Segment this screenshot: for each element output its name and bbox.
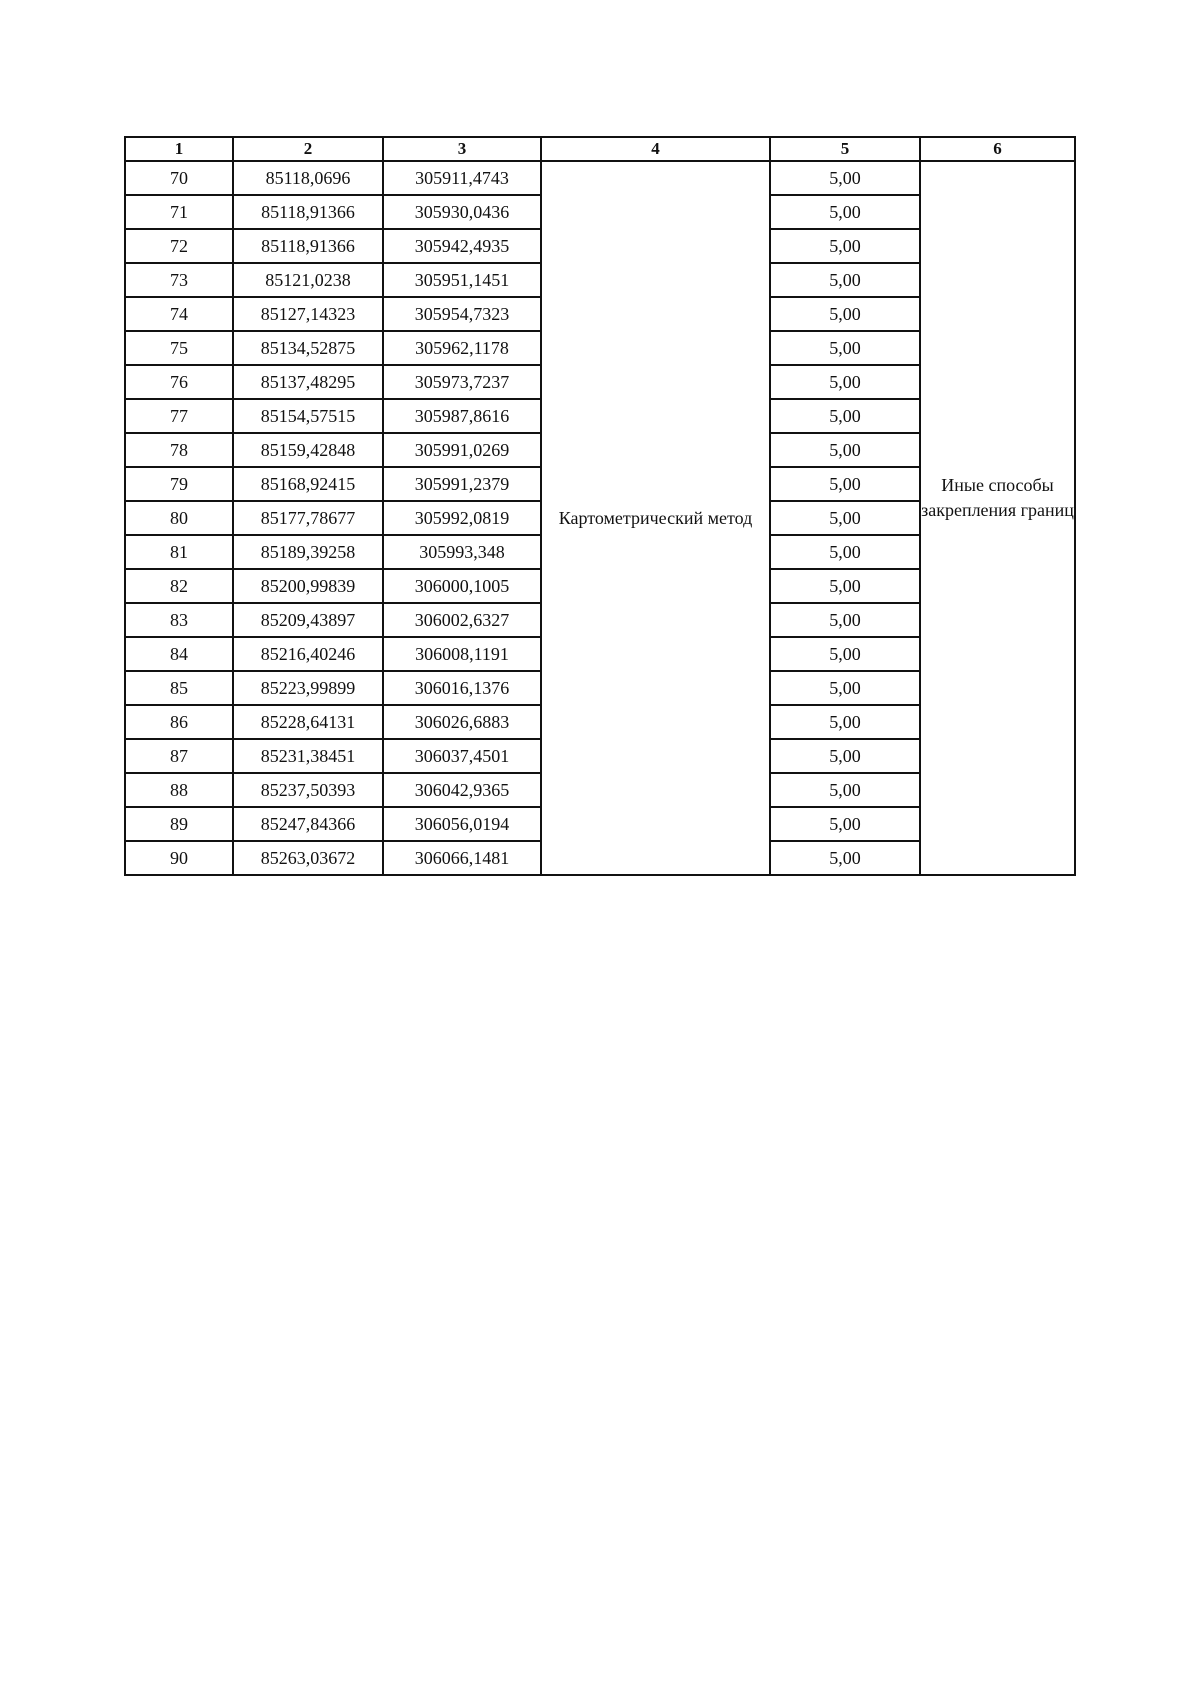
y-coordinate-cell: 305911,4743 [383,161,541,195]
accuracy-cell: 5,00 [770,535,920,569]
point-number-cell: 80 [125,501,233,535]
accuracy-cell: 5,00 [770,365,920,399]
x-coordinate-cell: 85121,0238 [233,263,383,297]
accuracy-cell: 5,00 [770,841,920,875]
x-coordinate-cell: 85134,52875 [233,331,383,365]
point-number-cell: 86 [125,705,233,739]
fixing-method-cell: Иные способы закрепления границ [920,161,1075,875]
point-number-cell: 88 [125,773,233,807]
x-coordinate-cell: 85209,43897 [233,603,383,637]
accuracy-cell: 5,00 [770,297,920,331]
header-col-1: 1 [125,137,233,161]
point-number-cell: 73 [125,263,233,297]
point-number-cell: 74 [125,297,233,331]
y-coordinate-cell: 305942,4935 [383,229,541,263]
x-coordinate-cell: 85118,0696 [233,161,383,195]
point-number-cell: 72 [125,229,233,263]
x-coordinate-cell: 85159,42848 [233,433,383,467]
point-number-cell: 87 [125,739,233,773]
point-number-cell: 84 [125,637,233,671]
y-coordinate-cell: 306056,0194 [383,807,541,841]
header-col-2: 2 [233,137,383,161]
accuracy-cell: 5,00 [770,603,920,637]
point-number-cell: 85 [125,671,233,705]
point-number-cell: 77 [125,399,233,433]
y-coordinate-cell: 305930,0436 [383,195,541,229]
x-coordinate-cell: 85118,91366 [233,195,383,229]
y-coordinate-cell: 306066,1481 [383,841,541,875]
x-coordinate-cell: 85137,48295 [233,365,383,399]
x-coordinate-cell: 85228,64131 [233,705,383,739]
accuracy-cell: 5,00 [770,773,920,807]
accuracy-cell: 5,00 [770,705,920,739]
y-coordinate-cell: 305991,0269 [383,433,541,467]
x-coordinate-cell: 85189,39258 [233,535,383,569]
table-row [125,161,1075,195]
y-coordinate-cell: 306016,1376 [383,671,541,705]
accuracy-cell: 5,00 [770,399,920,433]
accuracy-cell: 5,00 [770,739,920,773]
y-coordinate-cell: 306000,1005 [383,569,541,603]
accuracy-cell: 5,00 [770,569,920,603]
x-coordinate-cell: 85118,91366 [233,229,383,263]
y-coordinate-cell: 306026,6883 [383,705,541,739]
point-number-cell: 90 [125,841,233,875]
point-number-cell: 89 [125,807,233,841]
x-coordinate-cell: 85223,99899 [233,671,383,705]
y-coordinate-cell: 305954,7323 [383,297,541,331]
header-row [125,137,1075,161]
y-coordinate-cell: 305962,1178 [383,331,541,365]
y-coordinate-cell: 306037,4501 [383,739,541,773]
accuracy-cell: 5,00 [770,161,920,195]
point-number-cell: 82 [125,569,233,603]
accuracy-cell: 5,00 [770,433,920,467]
y-coordinate-cell: 306008,1191 [383,637,541,671]
y-coordinate-cell: 306002,6327 [383,603,541,637]
accuracy-cell: 5,00 [770,229,920,263]
header-col-3: 3 [383,137,541,161]
accuracy-cell: 5,00 [770,467,920,501]
method-cell: Картометрический метод [541,161,770,875]
accuracy-cell: 5,00 [770,195,920,229]
accuracy-cell: 5,00 [770,501,920,535]
x-coordinate-cell: 85168,92415 [233,467,383,501]
header-col-6: 6 [920,137,1075,161]
x-coordinate-cell: 85216,40246 [233,637,383,671]
point-number-cell: 83 [125,603,233,637]
x-coordinate-cell: 85127,14323 [233,297,383,331]
accuracy-cell: 5,00 [770,637,920,671]
table-body [125,161,1075,875]
accuracy-cell: 5,00 [770,807,920,841]
x-coordinate-cell: 85237,50393 [233,773,383,807]
y-coordinate-cell: 305992,0819 [383,501,541,535]
x-coordinate-cell: 85200,99839 [233,569,383,603]
x-coordinate-cell: 85247,84366 [233,807,383,841]
x-coordinate-cell: 85154,57515 [233,399,383,433]
y-coordinate-cell: 305973,7237 [383,365,541,399]
y-coordinate-cell: 305991,2379 [383,467,541,501]
point-number-cell: 75 [125,331,233,365]
x-coordinate-cell: 85263,03672 [233,841,383,875]
point-number-cell: 79 [125,467,233,501]
accuracy-cell: 5,00 [770,263,920,297]
y-coordinate-cell: 305993,348 [383,535,541,569]
accuracy-cell: 5,00 [770,671,920,705]
y-coordinate-cell: 305951,1451 [383,263,541,297]
header-col-5: 5 [770,137,920,161]
y-coordinate-cell: 306042,9365 [383,773,541,807]
point-number-cell: 76 [125,365,233,399]
y-coordinate-cell: 305987,8616 [383,399,541,433]
accuracy-cell: 5,00 [770,331,920,365]
x-coordinate-cell: 85177,78677 [233,501,383,535]
x-coordinate-cell: 85231,38451 [233,739,383,773]
coordinates-table [124,136,1076,876]
point-number-cell: 70 [125,161,233,195]
header-col-4: 4 [541,137,770,161]
point-number-cell: 81 [125,535,233,569]
table-header [125,137,1075,161]
point-number-cell: 71 [125,195,233,229]
point-number-cell: 78 [125,433,233,467]
